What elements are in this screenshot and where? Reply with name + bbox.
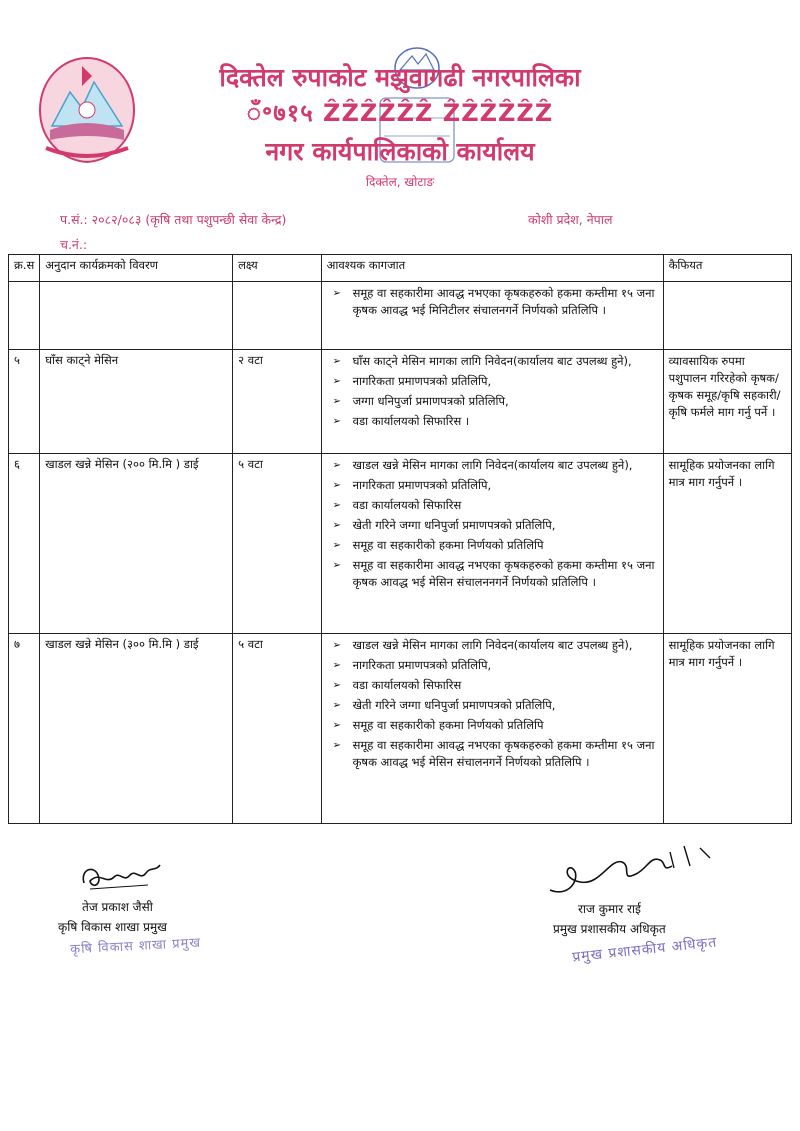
signatory-left-stamp: कृषि विकास शाखा प्रमुख xyxy=(69,935,202,958)
signatory-right-stamp: प्रमुख प्रशासकीय अधिकृत xyxy=(571,934,718,966)
office-address: दिक्तेल, खोटाङ xyxy=(365,175,435,189)
document-item: ➢ समूह वा सहकारीमा आवद्ध नभएका कृषकहरुको हकमा कम्तीमा १५ जना कृषक आवद्ध भई मिनिटीलर संचालनगर्ने निर्णयको प्रतिलिपि । xyxy=(332,286,655,317)
row-sn xyxy=(9,282,40,350)
document-item: ➢ वडा कार्यालयको सिफारिस xyxy=(332,498,462,512)
municipality-name-alt-script: ँ॰७१५ ẐẐẐẐẐẐ ẐẐẐẐẐẐ xyxy=(246,99,554,127)
col-header-sn: क्र.स xyxy=(9,255,40,282)
row-remark: व्यावसायिक रुपमा पशुपालन गरिरहेको कृषक/कृषक समूह/कृषि सहकारी/कृषि फर्मले माग गर्नु पर्ने । xyxy=(663,350,791,454)
arrow-bullet-icon: ➢ xyxy=(332,396,341,407)
table-row xyxy=(9,454,792,634)
arrow-bullet-icon: ➢ xyxy=(332,520,341,531)
row-documents xyxy=(321,454,663,634)
table-row xyxy=(9,282,792,350)
signature-right-icon xyxy=(540,838,720,908)
signatory-left-title: कृषि विकास शाखा प्रमुख xyxy=(58,920,167,934)
province-label: कोशी प्रदेश, नेपाल xyxy=(528,212,613,227)
row-program xyxy=(40,282,233,350)
col-header-target: लक्ष्य xyxy=(233,255,322,282)
row-remark: सामूहिक प्रयोजनका लागि मात्र माग गर्नुपर्ने । xyxy=(663,454,791,634)
col-header-program: अनुदान कार्यक्रमको विवरण xyxy=(40,255,233,282)
reference-number: प.सं.: २०८२/०८३ (कृषि तथा पशुपन्छी सेवा केन्द्र) xyxy=(60,212,287,227)
document-item: ➢ समूह वा सहकारीमा आवद्ध नभएका कृषकहरुको हकमा कम्तीमा १५ जना कृषक आवद्ध भई मेसिन संचालननगर्ने निर्णयको प्रतिलिपि । xyxy=(332,558,655,589)
arrow-bullet-icon: ➢ xyxy=(332,480,341,491)
document-item: ➢ वडा कार्यालयको सिफारिस । xyxy=(332,414,470,428)
row-remark: सामूहिक प्रयोजनका लागि मात्र माग गर्नुपर्ने । xyxy=(663,634,791,824)
row-target: २ वटा xyxy=(233,350,322,454)
document-item: ➢ समूह वा सहकारीको हकमा निर्णयको प्रतिलिपि xyxy=(332,718,544,732)
row-sn: ७ xyxy=(9,634,40,824)
row-program: घाँस काट्ने मेसिन xyxy=(40,350,233,454)
signature-left-icon xyxy=(70,855,170,897)
document-item: ➢ नागरिकता प्रमाणपत्रको प्रतिलिपि, xyxy=(332,478,492,492)
table-header-row xyxy=(9,255,792,282)
document-item: ➢ नागरिकता प्रमाणपत्रको प्रतिलिपि, xyxy=(332,658,492,672)
document-item: ➢ वडा कार्यालयको सिफारिस xyxy=(332,678,462,692)
document-item: ➢ घाँस काट्ने मेसिन मागका लागि निवेदन(कार्यालय बाट उपलब्ध हुने), xyxy=(332,354,632,368)
subsidy-table xyxy=(8,254,792,824)
document-item: ➢ खेती गरिने जग्गा धनिपुर्जा प्रमाणपत्रको प्रतिलिपि, xyxy=(332,698,556,712)
row-program: खाडल खन्ने मेसिन (२०० मि.मि ) डाई xyxy=(40,454,233,634)
signatory-right-title: प्रमुख प्रशासकीय अधिकृत xyxy=(553,922,666,936)
document-item: ➢ खाडल खन्ने मेसिन मागका लागि निवेदन(कार्यालय बाट उपलब्ध हुने), xyxy=(332,458,633,472)
arrow-bullet-icon: ➢ xyxy=(332,288,341,299)
arrow-bullet-icon: ➢ xyxy=(332,460,341,471)
arrow-bullet-icon: ➢ xyxy=(332,500,341,511)
arrow-bullet-icon: ➢ xyxy=(332,416,341,427)
table-row xyxy=(9,350,792,454)
document-item: ➢ समूह वा सहकारीमा आवद्ध नभएका कृषकहरुको हकमा कम्तीमा १५ जना कृषक आवद्ध भई मेसिन संचालनगर्ने निर्णयको प्रतिलिपि । xyxy=(332,738,655,769)
signatory-left-name: तेज प्रकाश जैसी xyxy=(82,900,153,914)
row-documents xyxy=(321,350,663,454)
document-item: ➢ समूह वा सहकारीको हकमा निर्णयको प्रतिलिपि xyxy=(332,538,544,552)
row-target: ५ वटा xyxy=(233,634,322,824)
row-documents xyxy=(321,634,663,824)
arrow-bullet-icon: ➢ xyxy=(332,640,341,651)
arrow-bullet-icon: ➢ xyxy=(332,740,341,751)
signatory-right-name: राज कुमार राई xyxy=(578,902,641,916)
table-row xyxy=(9,634,792,824)
document-item: ➢ खाडल खन्ने मेसिन मागका लागि निवेदन(कार्यालय बाट उपलब्ध हुने), xyxy=(332,638,633,652)
row-documents xyxy=(321,282,663,350)
row-sn: ६ xyxy=(9,454,40,634)
col-header-documents: आवश्यक कागजात xyxy=(321,255,663,282)
arrow-bullet-icon: ➢ xyxy=(332,660,341,671)
municipality-name: दिक्तेल रुपाकोट मझुवागढी नगरपालिका xyxy=(219,63,581,92)
row-target: ५ वटा xyxy=(233,454,322,634)
arrow-bullet-icon: ➢ xyxy=(332,720,341,731)
office-name: नगर कार्यपालिकाको कार्यालय xyxy=(265,137,535,166)
row-remark xyxy=(663,282,791,350)
arrow-bullet-icon: ➢ xyxy=(332,680,341,691)
arrow-bullet-icon: ➢ xyxy=(332,560,341,571)
document-item: ➢ जग्गा धनिपुर्जा प्रमाणपत्रको प्रतिलिपि, xyxy=(332,394,509,408)
document-item: ➢ नागरिकता प्रमाणपत्रको प्रतिलिपि, xyxy=(332,374,492,388)
arrow-bullet-icon: ➢ xyxy=(332,356,341,367)
row-target xyxy=(233,282,322,350)
arrow-bullet-icon: ➢ xyxy=(332,540,341,551)
col-header-remark: कैफियत xyxy=(663,255,791,282)
row-program: खाडल खन्ने मेसिन (३०० मि.मि ) डाई xyxy=(40,634,233,824)
arrow-bullet-icon: ➢ xyxy=(332,376,341,387)
document-item: ➢ खेती गरिने जग्गा धनिपुर्जा प्रमाणपत्रको प्रतिलिपि, xyxy=(332,518,556,532)
dispatch-number: च.नं.: xyxy=(60,237,88,252)
arrow-bullet-icon: ➢ xyxy=(332,700,341,711)
row-sn: ५ xyxy=(9,350,40,454)
